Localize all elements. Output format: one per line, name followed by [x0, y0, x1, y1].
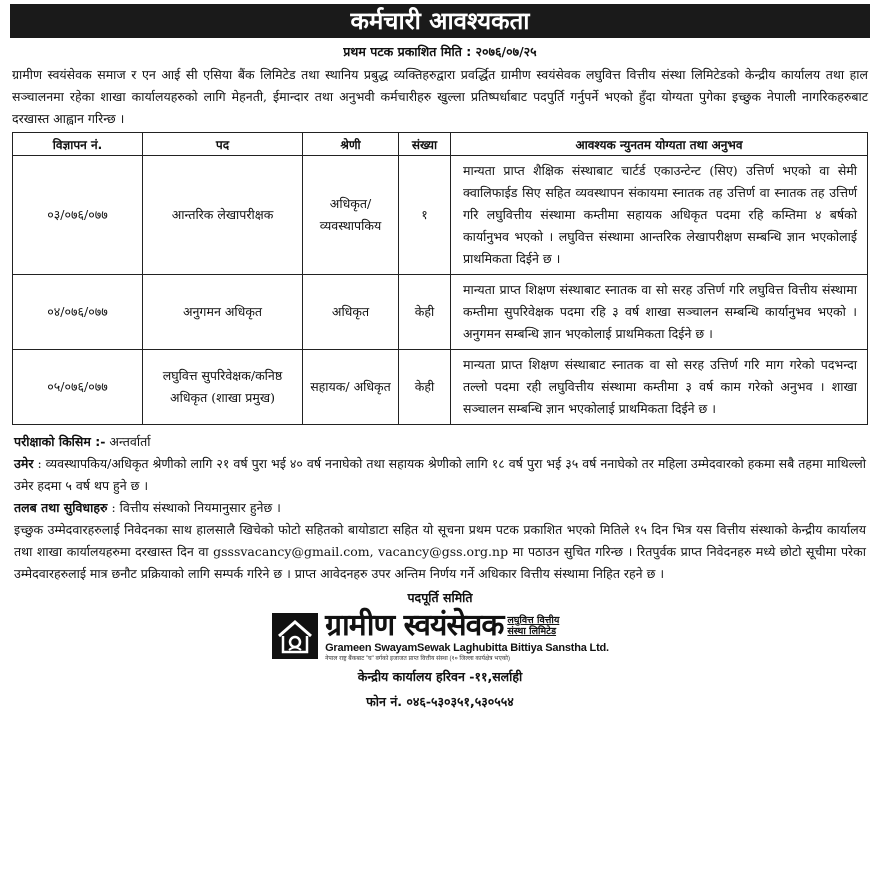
post-name: लघुवित्त सुपरिवेक्षक/कनिष्ठ अधिकृत (शाखा प्रमुख) [143, 350, 303, 425]
table-header-row [13, 133, 868, 156]
salary-label: तलब तथा सुविधाहरु [14, 500, 108, 515]
logo-area [6, 610, 874, 662]
publish-sep: : [466, 44, 472, 59]
header-ad-no: विज्ञापन नं. [13, 133, 143, 156]
age-value: : व्यवस्थापकिय/अधिकृत श्रेणीको लागि २१ वर्ष पुरा भई ४० वर्ष ननाघेको तथा सहायक श्रेणीको लागि १८ वर्ष पुरा भई ३५ वर्ष ननाघेको तर महिला उम्मेदवारको हकमा सबै तहमा माथिल्लो उमेर हदमा ५ वर्ष थप हुने छ । [14, 456, 866, 493]
post-name: अनुगमन अधिकृत [143, 275, 303, 350]
header-level: श्रेणी [303, 133, 399, 156]
exam-line [14, 431, 866, 453]
logo-text-block [325, 610, 609, 662]
vacancy-table [12, 132, 868, 425]
exam-value: अन्तर्वार्ता [109, 434, 151, 449]
publish-date-line [6, 43, 874, 60]
post-name: आन्तरिक लेखापरीक्षक [143, 156, 303, 275]
requirement-text: मान्यता प्राप्त शिक्षण संस्थाबाट स्नातक वा सो सरह उत्तिर्ण गरि लघुवित्त वित्तीय संस्थामा कम्तीमा सुपरिवेक्षक पदमा रहि ३ वर्ष शाखा सञ्चालन सम्बन्धि कार्यानुभव भएको । अनुगमन सम्बन्धि ज्ञान भएकोलाई प्राथमिकता दिईने छ । [451, 275, 868, 350]
requirement-text: मान्यता प्राप्त शिक्षण संस्थाबाट स्नातक वा सो सरह उत्तिर्ण गरि माग गरेको पदभन्दा तल्लो पदमा रही लघुवित्तीय संस्थामा कम्तीमा ३ वर्ष काम गरेको अनुभव । शाखा सञ्चालन सम्बन्धि ज्ञान भएकोलाई प्राथमिकता दिईने छ । [451, 350, 868, 425]
application-instructions: इच्छुक उम्मेदवारहरुलाई निवेदनका साथ हालसालै खिचेको फोटो सहितको बायोडाटा सहित यो सूचना प्रथम पटक प्रकाशित भएको मितिले १५ दिन भित्र यस वित्तीय संस्थाको केन्द्रीय कार्यालय तथा शाखा कार्यालयहरुमा दरखास्त दिन वा gsssvacancy@gmail.com, vacancy@gss.org.np मा पठाउन सुचित गरिन्छ । रितपुर्वक प्राप्त निवेदनहरु मध्ये छोटो सूचीमा परेका उम्मेदवारहरुलाई मात्र छनौट प्रक्रियाको लागि सम्पर्क गरिने छ । प्राप्त आवेदनहरु उपर अन्तिम निर्णय गर्ने अधिकार वित्तीय संस्थामा निहित रहने छ । [14, 522, 866, 581]
table-row [13, 350, 868, 425]
office-address: केन्द्रीय कार्यालय हरिवन -११,सर्लाही [357, 669, 523, 684]
post-level: अधिकृत/ व्यवस्थापकिय [303, 156, 399, 275]
notes-section [14, 431, 866, 585]
post-level: अधिकृत [303, 275, 399, 350]
house-logo-icon [271, 612, 319, 660]
post-level: सहायक/ अधिकृत [303, 350, 399, 425]
table-row [13, 156, 868, 275]
publish-date: २०७६/०७/२५ [475, 44, 537, 59]
notice-title: कर्मचारी आवश्यकता [10, 4, 870, 38]
intro-paragraph: ग्रामीण स्वयंसेवक समाज र एन आई सी एसिया बैंक लिमिटेड तथा स्थानिय प्रबुद्ध व्यक्तिहरुद्वारा प्रवर्द्धित ग्रामीण स्वयंसेवक लघुवित्त वित्तीय संस्था लिमिटेडको केन्द्रीय कार्यालय तथा हाल सञ्चालनमा रहेका शाखा कार्यालयहरुको लागि मेहनती, ईमान्दार तथा अनुभवी कर्मचारीहरु खुल्ला प्रतिष्पर्धाबाट पदपुर्ति गर्नुपर्ने भएको हुँदा योग्यता पुगेका इच्छुक नेपाली नागरिकहरुबाट दरखास्त आह्वान गरिन्छ । [12, 67, 868, 126]
logo-tagline: नेपाल राष्ट्र बैंकबाट "घ" वर्गको इजाजत प्राप्त वित्तीय संस्था (१० जिल्ला कार्यक्षेत्र भएको) [325, 656, 510, 662]
ad-number: ०४/०७६/०७७ [13, 275, 143, 350]
ad-number: ०३/०७६/०७७ [13, 156, 143, 275]
post-count: १ [399, 156, 451, 275]
logo-name-en: Grameen SwayamSewak Laghubitta Bittiya Sanstha Ltd. [325, 642, 609, 654]
publish-label: प्रथम पटक प्रकाशित मिति [343, 44, 462, 59]
salary-line [14, 497, 866, 519]
phone-numbers: फोन नं. ०४६-५३०३५१,५३०५५४ [366, 694, 514, 709]
header-post: पद [143, 133, 303, 156]
post-count: केही [399, 350, 451, 425]
logo-side-line-2: संस्था लिमिटेड [507, 626, 557, 637]
post-count: केही [399, 275, 451, 350]
committee-name: पदपूर्ति समिति [407, 590, 473, 605]
ad-number: ०५/०७६/०७७ [13, 350, 143, 425]
header-requirement: आवश्यक न्युनतम योग्यता तथा अनुभव [451, 133, 868, 156]
salary-value: : वित्तीय संस्थाको नियमानुसार हुनेछ । [111, 500, 281, 515]
exam-label: परीक्षाको किसिम :- [14, 434, 106, 449]
header-count: संख्या [399, 133, 451, 156]
table-row [13, 275, 868, 350]
company-logo [271, 610, 609, 662]
logo-name-np: ग्रामीण स्वयंसेवक [325, 608, 504, 643]
requirement-text: मान्यता प्राप्त शैक्षिक संस्थाबाट चार्टर्ड एकाउन्टेन्ट (सिए) उत्तिर्ण भएको वा सेमी क्वालिफाईड सिए सहित व्यवस्थापन संकायमा स्नातक तह उत्तिर्ण वा स्नातक तह उत्तिर्ण गरि लघुवित्तीय संस्थामा कम्तीमा सहायक अधिकृत पदमा रहि कम्तिमा ४ बर्षको कार्यानुभव भएको । लघुवित्त संस्थामा आन्तरिक लेखापरीक्षण सम्बन्धि ज्ञान भएकोलाई प्राथमिकता दिईने छ । [451, 156, 868, 275]
logo-side-line-1: लघुवित्त वित्तीय [507, 615, 560, 626]
logo-side-text [507, 615, 559, 637]
age-line [14, 453, 866, 497]
age-label: उमेर [14, 456, 34, 471]
